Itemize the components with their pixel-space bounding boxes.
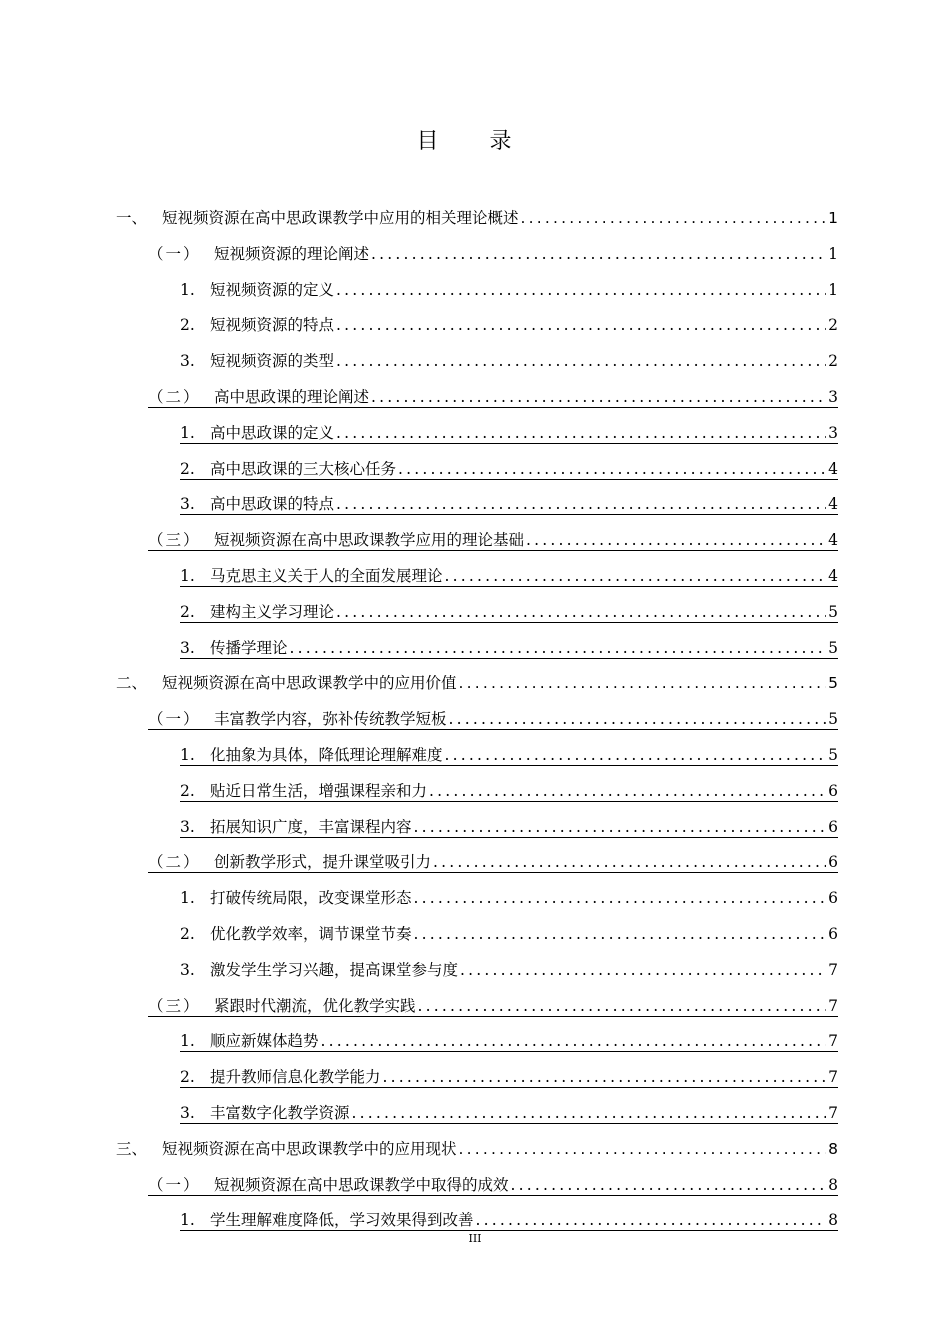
toc-entry-number: 二、 — [116, 674, 148, 693]
toc-entry-title: 丰富数字化教学资源 — [210, 1104, 350, 1122]
toc-entry-level-3[interactable] — [180, 1057, 838, 1088]
toc-entry-page: 6 — [828, 889, 838, 908]
toc-entry-level-3[interactable] — [180, 270, 838, 300]
toc-entry-number: 1. — [180, 746, 195, 764]
toc-entry-title: 紧跟时代潮流，优化教学实践 — [214, 996, 416, 1015]
toc-entry-number: （一） — [148, 710, 201, 729]
toc-entry-level-3[interactable] — [180, 735, 838, 766]
page-title: 目 录 — [416, 129, 534, 154]
toc-entry-page: 6 — [828, 853, 838, 872]
dot-leader — [524, 530, 826, 550]
toc-entry-page: 4 — [828, 495, 838, 514]
dot-leader — [396, 459, 826, 479]
toc-entry-title: 贴近日常生活，增强课程亲和力 — [210, 781, 428, 800]
toc-entry-title: 短视频资源的定义 — [210, 280, 335, 299]
toc-entry-level-1[interactable] — [116, 198, 838, 228]
toc-entry-number: 2. — [180, 781, 195, 800]
toc-entry-title: 建构主义学习理论 — [210, 602, 335, 621]
toc-entry-number: 一、 — [116, 209, 148, 227]
toc-entry-number: 3. — [180, 638, 195, 657]
toc-entry-title: 高中思政课的定义 — [210, 423, 335, 442]
toc-entry-title: 马克思主义关于人的全面发展理论 — [210, 567, 443, 585]
dot-leader — [334, 280, 826, 300]
toc-entry-number: 1. — [180, 1211, 195, 1230]
dot-leader — [509, 1175, 827, 1195]
toc-entry-page: 4 — [828, 531, 838, 550]
toc-entry-number: 3. — [180, 1104, 195, 1122]
toc-entry-number: （三） — [148, 531, 201, 550]
toc-entry-page: 6 — [828, 817, 838, 836]
toc-entry-number: 1. — [180, 423, 195, 442]
dot-leader — [412, 888, 827, 908]
toc-entry-level-2[interactable] — [148, 699, 838, 730]
toc-entry-title: 提升教师信息化教学能力 — [210, 1068, 381, 1087]
toc-entry-number: 2. — [180, 1068, 195, 1087]
toc-entry-number: （二） — [148, 853, 201, 872]
toc-entry-page: 2 — [828, 316, 838, 335]
page-number-footer: III — [468, 1232, 482, 1245]
toc-entry-title: 拓展知识广度，丰富课程内容 — [210, 817, 412, 836]
toc-entry-page: 7 — [828, 1068, 838, 1087]
dot-leader — [350, 1103, 827, 1123]
toc-entry-level-3[interactable] — [180, 878, 838, 908]
dot-leader — [412, 924, 827, 944]
toc-entry-level-3[interactable] — [180, 484, 838, 515]
toc-entry-level-2[interactable] — [148, 986, 838, 1017]
toc-entry-number: 2. — [180, 459, 195, 478]
toc-entry-page: 3 — [828, 423, 838, 442]
dot-leader — [369, 244, 826, 264]
toc-entry-title: 短视频资源在高中思政课教学中取得的成效 — [214, 1175, 509, 1194]
toc-entry-level-3[interactable] — [180, 305, 838, 335]
toc-entry-title: 短视频资源在高中思政课教学中的应用现状 — [162, 1139, 457, 1158]
dot-leader — [334, 423, 826, 443]
toc-entry-number: （二） — [148, 388, 201, 406]
dot-leader — [334, 351, 826, 371]
toc-entry-page: 5 — [828, 602, 838, 621]
toc-entry-title: 顺应新媒体趋势 — [210, 1032, 319, 1051]
toc-entry-title: 高中思政课的特点 — [210, 495, 335, 514]
toc-entry-page: 5 — [828, 746, 838, 764]
toc-entry-title: 丰富教学内容，弥补传统教学短板 — [214, 710, 447, 729]
toc-entry-number: 1. — [180, 280, 195, 299]
dot-leader — [369, 387, 826, 407]
toc-entry-level-1[interactable] — [116, 1129, 838, 1159]
toc-entry-title: 打破传统局限，改变课堂形态 — [210, 889, 412, 908]
dot-leader — [443, 745, 827, 765]
toc-entry-number: 1. — [180, 1032, 195, 1051]
toc-entry-title: 短视频资源在高中思政课教学中的应用价值 — [162, 674, 457, 693]
toc-entry-title: 传播学理论 — [210, 638, 288, 657]
toc-entry-number: 1. — [180, 567, 195, 585]
dot-leader — [458, 960, 826, 980]
dot-leader — [381, 1067, 827, 1087]
toc-entry-title: 学生理解难度降低，学习效果得到改善 — [210, 1211, 474, 1230]
dot-leader — [474, 1210, 827, 1230]
toc-entry-number: 2. — [180, 602, 195, 621]
toc-entry-number: （一） — [148, 1175, 201, 1194]
dot-leader — [319, 1031, 827, 1051]
toc-entry-title: 短视频资源在高中思政课教学中应用的相关理论概述 — [162, 209, 519, 227]
toc-entry-page: 7 — [828, 996, 838, 1015]
toc-entry-title: 优化教学效率，调节课堂节奏 — [210, 925, 412, 943]
toc-entry-level-3[interactable] — [180, 771, 838, 802]
toc-entry-number: （一） — [148, 244, 201, 263]
toc-entry-level-2[interactable] — [148, 1165, 838, 1196]
toc-entry-number: 3. — [180, 495, 195, 514]
dot-leader — [519, 208, 827, 228]
toc-entry-level-3[interactable] — [180, 413, 838, 444]
toc-entry-page: 8 — [828, 1139, 838, 1158]
dot-leader — [427, 781, 826, 801]
toc-entry-level-1[interactable] — [116, 663, 838, 693]
dot-leader — [334, 494, 826, 514]
toc-entry-page: 1 — [828, 244, 838, 263]
toc-entry-level-3[interactable] — [180, 628, 838, 659]
toc-entry-page: 5 — [828, 710, 838, 729]
dot-leader — [431, 852, 826, 872]
dot-leader — [443, 566, 827, 586]
toc-entry-page: 3 — [828, 388, 838, 406]
toc-entry-title: 创新教学形式，提升课堂吸引力 — [214, 853, 432, 872]
dot-leader — [334, 602, 826, 622]
toc-entry-page: 2 — [828, 352, 838, 371]
dot-leader — [457, 1139, 827, 1159]
dot-leader — [288, 638, 827, 658]
toc-entry-number: （三） — [148, 996, 201, 1015]
toc-entry-level-3[interactable] — [180, 449, 838, 480]
toc-entry-page: 1 — [828, 280, 838, 299]
toc-entry-title: 高中思政课的理论阐述 — [214, 388, 370, 406]
toc-entry-number: 3. — [180, 352, 195, 371]
toc-entry-level-3[interactable] — [180, 556, 838, 587]
toc-entry-level-3[interactable] — [180, 950, 838, 980]
dot-leader — [457, 673, 827, 693]
toc-entry-page: 8 — [828, 1211, 838, 1230]
dot-leader — [412, 817, 827, 837]
toc-entry-page: 4 — [828, 567, 838, 585]
toc-entry-page: 5 — [828, 638, 838, 657]
dot-leader — [447, 709, 827, 729]
toc-entry-title: 短视频资源在高中思政课教学应用的理论基础 — [214, 531, 525, 550]
toc-entry-page: 8 — [828, 1175, 838, 1194]
toc-entry-number: 1. — [180, 889, 195, 908]
toc-entry-level-2[interactable] — [148, 234, 838, 264]
dot-leader — [416, 996, 827, 1016]
toc-entry-title: 高中思政课的三大核心任务 — [210, 459, 397, 478]
toc-entry-page: 5 — [828, 674, 838, 693]
toc-entry-number: 2. — [180, 316, 195, 335]
toc-entry-title: 短视频资源的特点 — [210, 316, 335, 335]
toc-entry-number: 3. — [180, 817, 195, 836]
toc-entry-number: 3. — [180, 960, 195, 979]
toc-entry-number: 三、 — [116, 1139, 148, 1158]
toc-entry-level-3[interactable] — [180, 1021, 838, 1052]
toc-entry-number: 2. — [180, 925, 195, 943]
toc-entry-title: 短视频资源的类型 — [210, 352, 335, 371]
toc-entry-page: 6 — [828, 925, 838, 943]
toc-entry-page: 7 — [828, 960, 838, 979]
toc-entry-title: 短视频资源的理论阐述 — [214, 244, 370, 263]
toc-entry-level-3[interactable] — [180, 1093, 838, 1124]
toc-entry-page: 4 — [828, 459, 838, 478]
toc-entry-level-3[interactable] — [180, 341, 838, 371]
toc-entry-page: 6 — [828, 781, 838, 800]
toc-entry-title: 化抽象为具体，降低理论理解难度 — [210, 746, 443, 764]
dot-leader — [334, 315, 826, 335]
toc-entry-level-3[interactable] — [180, 1200, 838, 1231]
toc-entry-page: 7 — [828, 1032, 838, 1051]
toc-entry-level-3[interactable] — [180, 914, 838, 944]
toc-entry-page: 7 — [828, 1104, 838, 1122]
toc-entry-level-2[interactable] — [148, 377, 838, 408]
toc-entry-level-2[interactable] — [148, 520, 838, 551]
toc-entry-title: 激发学生学习兴趣，提高课堂参与度 — [210, 960, 459, 979]
toc-entry-page: 1 — [828, 209, 838, 227]
toc-entry-level-3[interactable] — [180, 807, 838, 838]
toc-entry-level-2[interactable] — [148, 842, 838, 873]
toc-entry-level-3[interactable] — [180, 592, 838, 623]
